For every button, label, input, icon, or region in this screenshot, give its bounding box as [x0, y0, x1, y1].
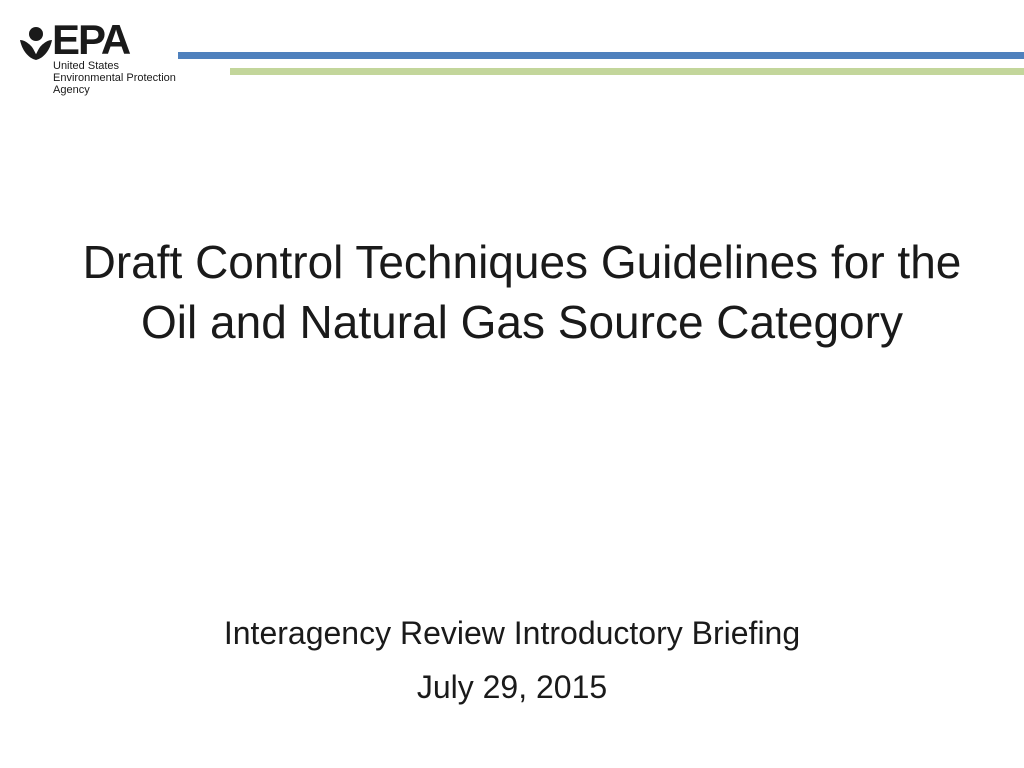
slide-subtitle — [60, 606, 964, 714]
logo-subtitle-line: Environmental Protection — [53, 72, 176, 84]
epa-logo — [16, 16, 216, 102]
logo-subtitle-line: United States — [53, 60, 120, 72]
logo-agency-name — [53, 60, 176, 96]
subtitle-line-date: July 29, 2015 — [416, 669, 608, 705]
subtitle-line-briefing: Interagency Review Introductory Briefing — [223, 615, 801, 651]
slide-title: Draft Control Techniques Guidelines for the Oil and Natural Gas Source Category — [82, 236, 962, 348]
logo-wordmark: EPA — [52, 16, 130, 63]
epa-flower-icon — [16, 22, 56, 62]
header-rule-blue — [178, 52, 1024, 59]
header-rule-green — [230, 68, 1024, 75]
logo-subtitle-line: Agency — [53, 84, 90, 96]
